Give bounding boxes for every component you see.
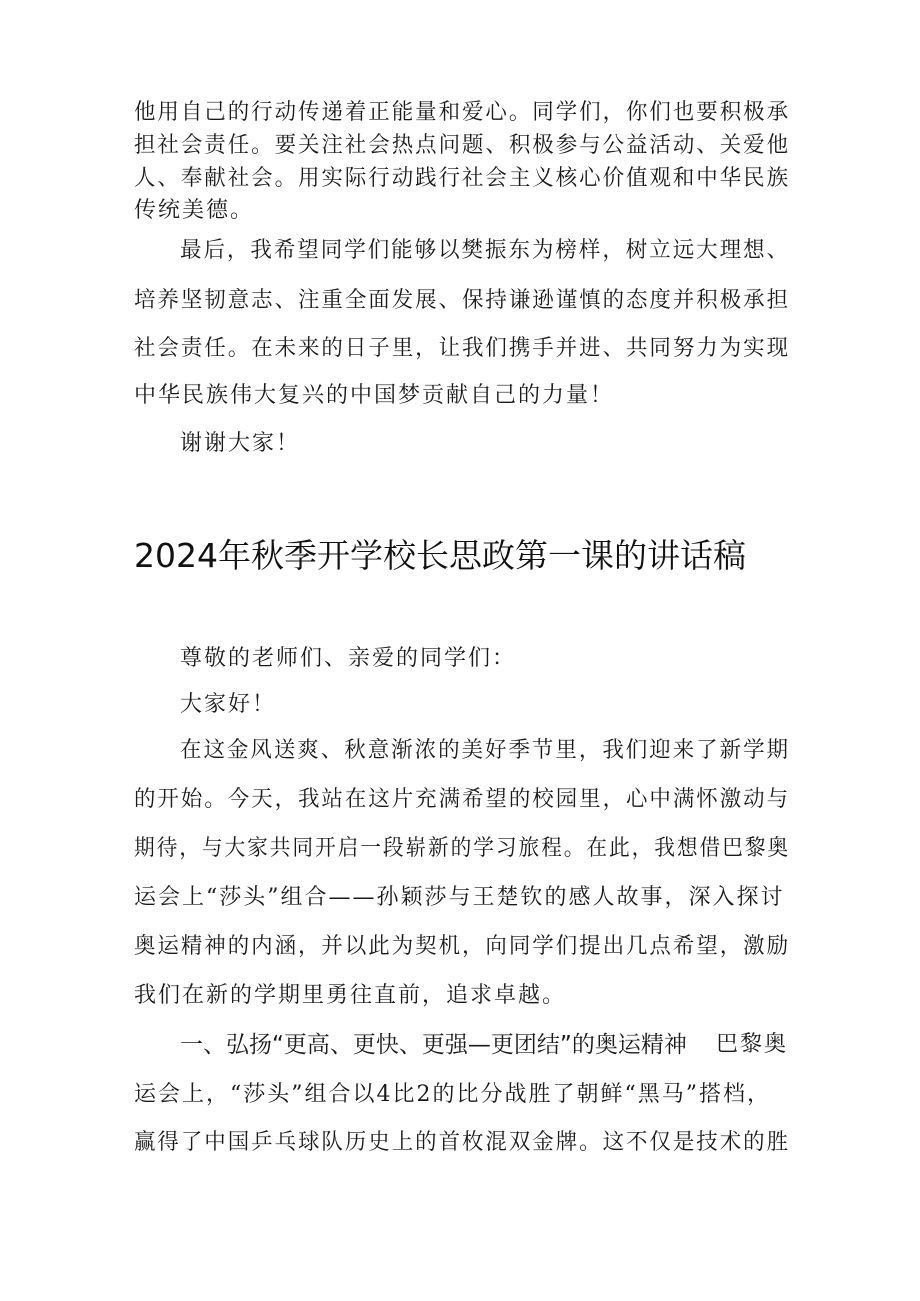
text-line: 运会上，“莎头”组合以4比2的比分战胜了朝鲜“黑马”搭档， <box>134 1082 771 1107</box>
text-line: 社会责任。在未来的日子里，让我们携手并进、共同努力为实现 <box>134 336 791 361</box>
text-line: 培养坚韧意志、注重全面发展、保持谦逊谨慎的态度并积极承担 <box>134 288 791 313</box>
text-line: 赢得了中国乒乓球队历史上的首枚混双金牌。这不仅是技术的胜 <box>134 1130 791 1155</box>
greeting-text: 大家好！ <box>180 692 277 717</box>
section-heading: 一、弘扬“更高、更快、更强—更团结”的奥运精神 <box>180 1032 687 1058</box>
salutation-text: 尊敬的老师们、亲爱的同学们： <box>180 646 517 671</box>
text-line: 人、奉献社会。用实际行动践行社会主义核心价值观和中华民族 <box>134 166 791 191</box>
text-line: 传统美德。 <box>134 198 255 223</box>
text-line: 他用自己的行动传递着正能量和爱心。同学们，你们也要积极承 <box>134 100 791 125</box>
text-line: 中华民族伟大复兴的中国梦贡献自己的力量！ <box>134 383 615 408</box>
text-line: 最后，我希望同学们能够以樊振东为榜样，树立远大理想、 <box>180 238 791 263</box>
thanks-text: 谢谢大家！ <box>180 431 301 456</box>
text-line: 运会上“莎头”组合——孙颖莎与王楚钦的感人故事，深入探讨 <box>134 885 785 910</box>
page-title: 2024年秋季开学校长思政第一课的讲话稿 <box>134 536 746 575</box>
text-line: 担社会责任。要关注社会热点问题、积极参与公益活动、关爱他 <box>134 133 791 158</box>
text-line: 期待，与大家共同开启一段崭新的学习旅程。在此，我想借巴黎奥 <box>134 836 790 861</box>
text-line: 巴黎奥 <box>716 1032 789 1057</box>
text-line: 的开始。今天，我站在这片充满希望的校园里，心中满怀激动与 <box>134 787 791 812</box>
text-line: 奥运精神的内涵，并以此为契机，向同学们提出几点希望，激励 <box>134 934 791 959</box>
text-line: 在这金风送爽、秋意渐浓的美好季节里，我们迎来了新学期 <box>180 738 791 763</box>
text-line: 我们在新的学期里勇往直前，追求卓越。 <box>134 983 567 1008</box>
